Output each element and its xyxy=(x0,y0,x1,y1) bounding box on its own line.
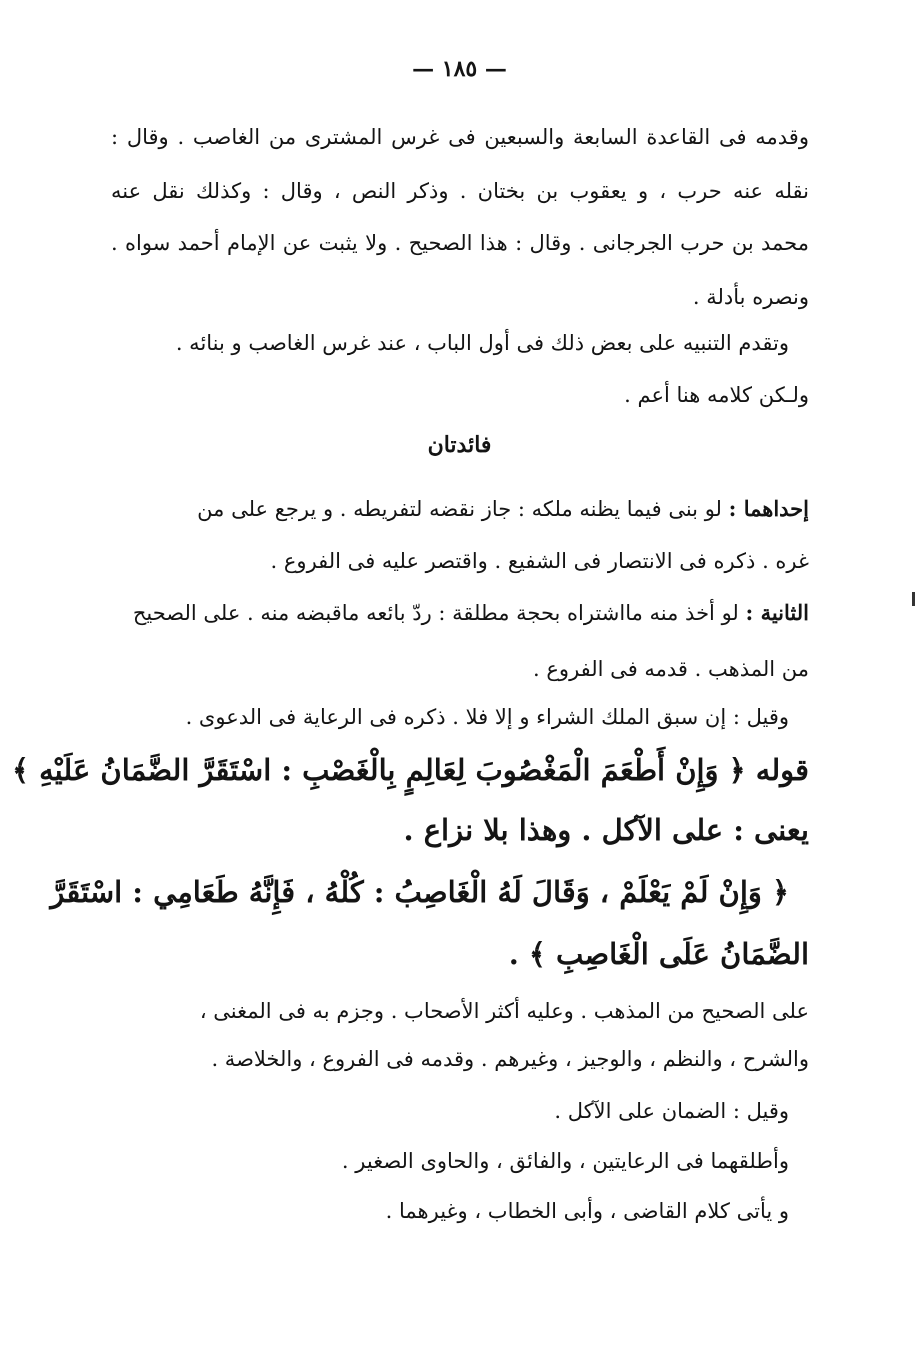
matn-text: ﴿ وَإِنْ أَطْعَمَ الْمَغْصُوبَ لِعَالِمٍ بِالْغَصْبِ : اسْتَقَرَّ الضَّمَانُ عَلَيْهِ ﴾ xyxy=(12,753,746,787)
text-line: وقيل : إن سبق الملك الشراء و إلا فلا . ذكره فى الرعاية فى الدعوى . xyxy=(185,705,789,729)
text-line: من المذهب . قدمه فى الفروع . xyxy=(533,657,809,681)
paragraph-second-benefit xyxy=(133,598,809,628)
matn-line: يعنى : على الآكل . وهذا بلا نزاع . xyxy=(403,813,809,847)
text-line: وتقدم التنبيه على بعض ذلك فى أول الباب ، عند غرس الغاصب و بنائه . xyxy=(175,331,789,355)
margin-mark xyxy=(912,592,915,606)
label-second: الثانية : xyxy=(745,600,809,625)
text-line: والشرح ، والنظم ، والوجيز ، وغيرهم . وقدمه فى الفروع ، والخلاصة . xyxy=(211,1047,809,1071)
page-number: — ١٨٥ — xyxy=(412,56,507,82)
text-line: محمد بن حرب الجرجانى . وقال : هذا الصحيح . ولا يثبت عن الإمام أحمد سواه . xyxy=(111,231,809,255)
label-qawluh: قوله xyxy=(755,753,809,787)
text-line: ولـكن كلامه هنا أعم . xyxy=(624,383,809,407)
matn-line: ﴿ وَإِنْ لَمْ يَعْلَمْ ، وَقَالَ لَهُ الْغَاصِبُ : كُلْهُ ، فَإِنَّهُ طَعَامِي : اسْتَقَرَّ xyxy=(50,875,789,909)
text-line: لو أخذ منه مااشتراه بحجة مطلقة : ردّ بائعه ماقبضه منه . على الصحيح xyxy=(132,601,739,625)
matn-line: الضَّمَانُ عَلَى الْغَاصِبِ ﴾ . xyxy=(508,937,809,971)
label-first: إحداهما : xyxy=(728,496,809,521)
text-line: وقيل : الضمان على الآكل . xyxy=(554,1099,789,1123)
text-line: و يأتى كلام القاضى ، وأبى الخطاب ، وغيرهما . xyxy=(385,1199,789,1223)
text-line: ونصره بأدلة . xyxy=(692,285,809,309)
text-line: على الصحيح من المذهب . وعليه أكثر الأصحاب . وجزم به فى المغنى ، xyxy=(199,999,809,1023)
matn-line xyxy=(12,750,809,790)
paragraph-first-benefit xyxy=(197,494,809,524)
text-line: وقدمه فى القاعدة السابعة والسبعين فى غرس المشترى من الغاصب . وقال : xyxy=(111,125,809,149)
text-line: لو بنى فيما يظنه ملكه : جاز نقضه لتفريطه . و يرجع على من xyxy=(197,497,722,521)
text-line: غره . ذكره فى الانتصار فى الشفيع . واقتصر عليه فى الفروع . xyxy=(270,549,809,573)
text-line: نقله عنه حرب ، و يعقوب بن بختان . وذكر النص ، وقال : وكذلك نقل عنه xyxy=(111,179,809,203)
section-heading: فائدتان xyxy=(427,432,492,458)
text-line: وأطلقهما فى الرعايتين ، والفائق ، والحاوى الصغير . xyxy=(341,1149,789,1173)
